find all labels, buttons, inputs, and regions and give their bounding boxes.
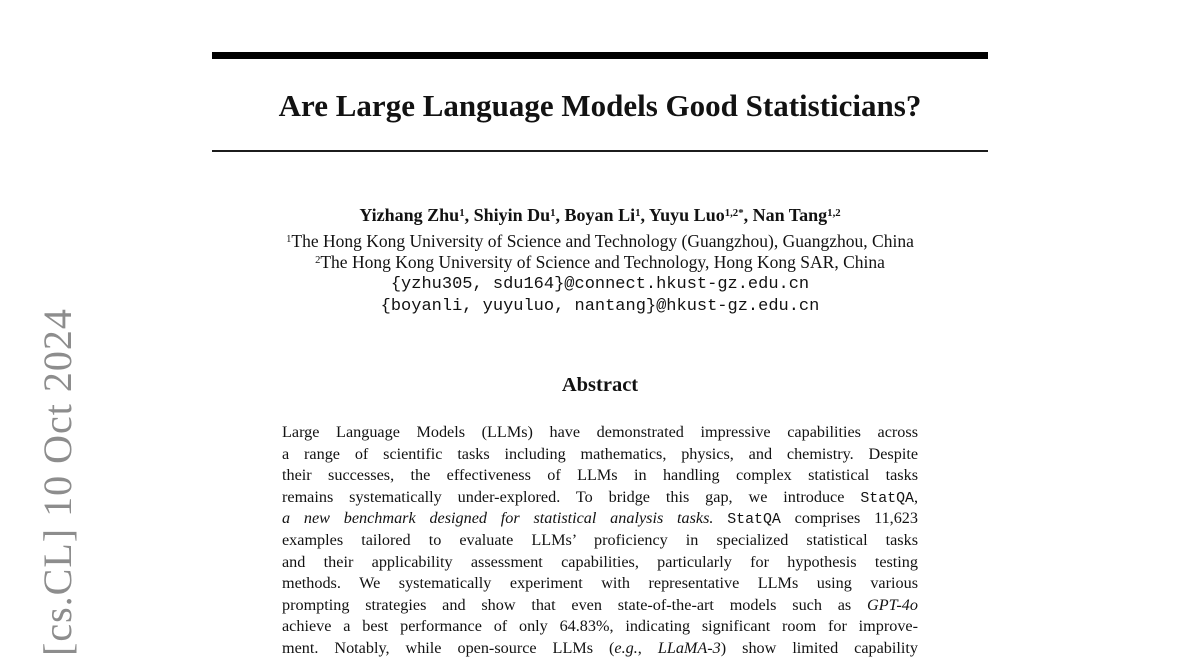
abstract-line: a new benchmark designed for statistical analysis tasks. StatQA comprises 11,623: [282, 509, 918, 529]
affiliation-1: $^1$The Hong Kong University of Science and Technology (Guangzhou), Guangzhou, China: [286, 231, 914, 251]
paper-title: Are Large Language Models Good Statisticians?: [278, 88, 922, 123]
email-line-2: {boyanli, yuyuluo, nantang}@hkust-gz.edu.cn: [380, 297, 820, 316]
abstract-line: a range of scientific tasks including mathematics, physics, and chemistry. Despite: [282, 444, 918, 463]
abstract-heading: Abstract: [561, 374, 639, 396]
abstract-line: ment. Notably, while open-source LLMs (e.g., LLaMA-3) show limited capability: [282, 638, 918, 657]
abstract-line: their successes, the effectiveness of LLMs in handling complex statistical tasks: [282, 466, 918, 485]
abstract-line: remains systematically under-explored. To bridge this gap, we introduce StatQA,: [282, 487, 918, 507]
author-line: Yizhang Zhu$^1$, Shiyin Du$^1$, Boyan Li$^1$, Yuyu Luo$^{1,2*}$, Nan Tang$^{1,2}$: [359, 205, 841, 225]
abstract-line: examples tailored to evaluate LLMs’ proficiency in specialized statistical tasks: [282, 530, 918, 549]
abstract-paragraph: [282, 422, 918, 660]
title-rule-bottom: [212, 150, 988, 152]
abstract-line: achieve a best performance of only 64.83%, indicating significant room for improve-: [282, 617, 918, 636]
abstract-line: methods. We systematically experiment with representative LLMs using various: [282, 574, 918, 593]
abstract-line: and their applicability assessment capabilities, particularly for hypothesis testing: [282, 552, 918, 571]
paper-body: [212, 0, 988, 657]
title-rule-top: [212, 52, 988, 59]
abstract-line: prompting strategies and show that even state-of-the-art models such as GPT-4o: [282, 595, 918, 614]
email-line-1: {yzhu305, sdu164}@connect.hkust-gz.edu.cn: [390, 275, 810, 294]
abstract-line: Large Language Models (LLMs) have demonstrated impressive capabilities across: [282, 423, 918, 441]
arxiv-watermark: [cs.CL] 10 Oct 2024: [35, 308, 80, 656]
affiliation-2: $^2$The Hong Kong University of Science and Technology, Hong Kong SAR, China: [315, 252, 885, 272]
